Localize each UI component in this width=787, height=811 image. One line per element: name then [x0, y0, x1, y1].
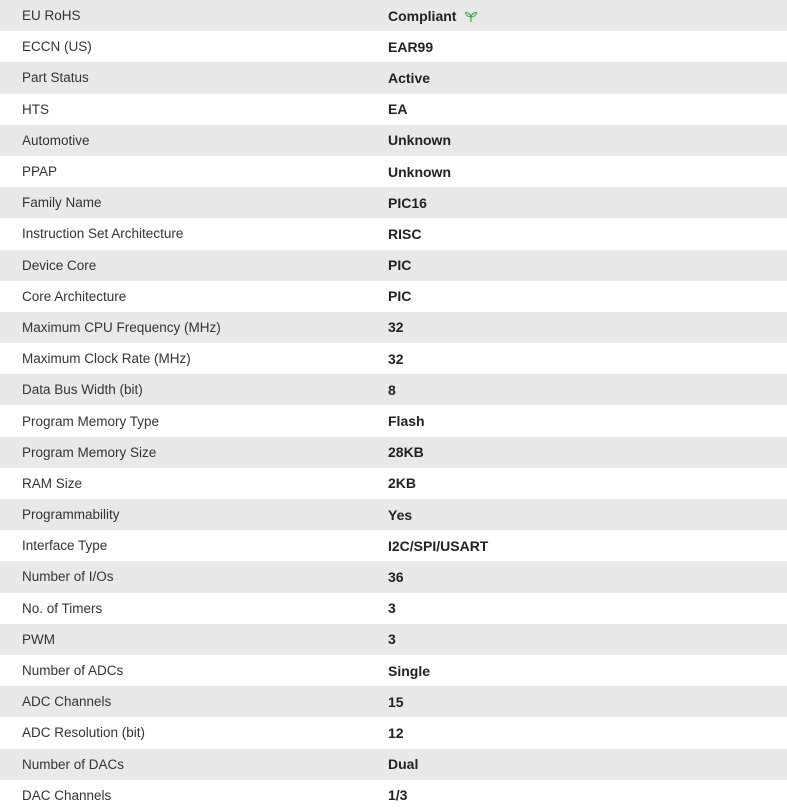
spec-row-ppap	[0, 156, 787, 187]
spec-value: EA	[388, 101, 408, 118]
spec-value: 15	[388, 693, 404, 710]
spec-label: Program Memory Type	[22, 413, 160, 429]
spec-value: 36	[388, 568, 404, 585]
spec-label: Data Bus Width (bit)	[22, 382, 143, 398]
spec-row-family-name	[0, 187, 787, 218]
spec-row-max-clock-rate	[0, 343, 787, 374]
spec-row-hts	[0, 94, 787, 125]
spec-label: ADC Channels	[22, 694, 112, 710]
spec-value: PIC16	[388, 194, 427, 211]
spec-label: Core Architecture	[22, 288, 127, 304]
spec-row-number-of-dacs	[0, 749, 787, 780]
spec-row-max-cpu-frequency	[0, 312, 787, 343]
spec-label: ADC Resolution (bit)	[22, 725, 146, 741]
spec-label: Number of ADCs	[22, 663, 124, 679]
spec-row-eccn	[0, 31, 787, 62]
spec-label: Interface Type	[22, 538, 108, 554]
spec-value: 8	[388, 381, 396, 398]
spec-label: Maximum CPU Frequency (MHz)	[22, 319, 221, 335]
spec-row-pwm	[0, 624, 787, 655]
spec-row-program-memory-type	[0, 405, 787, 436]
spec-row-part-status	[0, 62, 787, 93]
spec-value: Unknown	[388, 132, 451, 149]
spec-value: 32	[388, 319, 404, 336]
spec-value: I2C/SPI/USART	[388, 537, 489, 554]
spec-value: 1/3	[388, 787, 408, 804]
spec-row-automotive	[0, 125, 787, 156]
spec-label: ECCN (US)	[22, 39, 92, 55]
spec-value: 12	[388, 724, 404, 741]
spec-row-core-architecture	[0, 281, 787, 312]
spec-row-number-of-ios	[0, 561, 787, 592]
spec-value: PIC	[388, 257, 412, 274]
spec-label: HTS	[22, 101, 49, 117]
spec-label: DAC Channels	[22, 787, 112, 803]
spec-value: 3	[388, 600, 396, 617]
spec-label: PPAP	[22, 164, 58, 180]
spec-label: Number of I/Os	[22, 569, 114, 585]
spec-row-dac-channels	[0, 780, 787, 811]
spec-label: RAM Size	[22, 475, 83, 491]
spec-value: EAR99	[388, 38, 434, 55]
spec-row-interface-type	[0, 530, 787, 561]
spec-row-programmability	[0, 499, 787, 530]
spec-label: Programmability	[22, 507, 120, 523]
spec-label: No. of Timers	[22, 600, 103, 616]
spec-value: Dual	[388, 756, 419, 773]
spec-row-no-of-timers	[0, 593, 787, 624]
spec-value: Single	[388, 662, 431, 679]
spec-label: Device Core	[22, 257, 97, 273]
spec-value: Yes	[388, 506, 413, 523]
spec-row-instruction-set	[0, 218, 787, 249]
spec-value: Compliant	[388, 7, 457, 24]
spec-value-wrap	[388, 8, 787, 24]
spec-row-number-of-adcs	[0, 655, 787, 686]
spec-value: PIC	[388, 288, 412, 305]
spec-row-data-bus-width	[0, 374, 787, 405]
leaf-icon	[464, 10, 478, 22]
spec-value: Active	[388, 69, 431, 86]
spec-row-device-core	[0, 250, 787, 281]
spec-value: 2KB	[388, 475, 417, 492]
spec-value: 28KB	[388, 444, 424, 461]
spec-label: PWM	[22, 631, 55, 647]
spec-label: Instruction Set Architecture	[22, 226, 184, 242]
spec-label: Program Memory Size	[22, 444, 157, 460]
spec-label: EU RoHS	[22, 8, 81, 24]
spec-label: Family Name	[22, 195, 102, 211]
spec-value: RISC	[388, 225, 422, 242]
spec-value: Unknown	[388, 163, 451, 180]
spec-row-adc-channels	[0, 686, 787, 717]
spec-value: 32	[388, 350, 404, 367]
spec-value: 3	[388, 631, 396, 648]
spec-row-ram-size	[0, 468, 787, 499]
spec-label: Maximum Clock Rate (MHz)	[22, 351, 191, 367]
spec-label: Automotive	[22, 132, 90, 148]
spec-label: Number of DACs	[22, 756, 125, 772]
spec-row-program-memory-size	[0, 437, 787, 468]
spec-label: Part Status	[22, 70, 89, 86]
spec-row-adc-resolution	[0, 717, 787, 748]
spec-value: Flash	[388, 413, 425, 430]
spec-row-eu-rohs	[0, 0, 787, 31]
